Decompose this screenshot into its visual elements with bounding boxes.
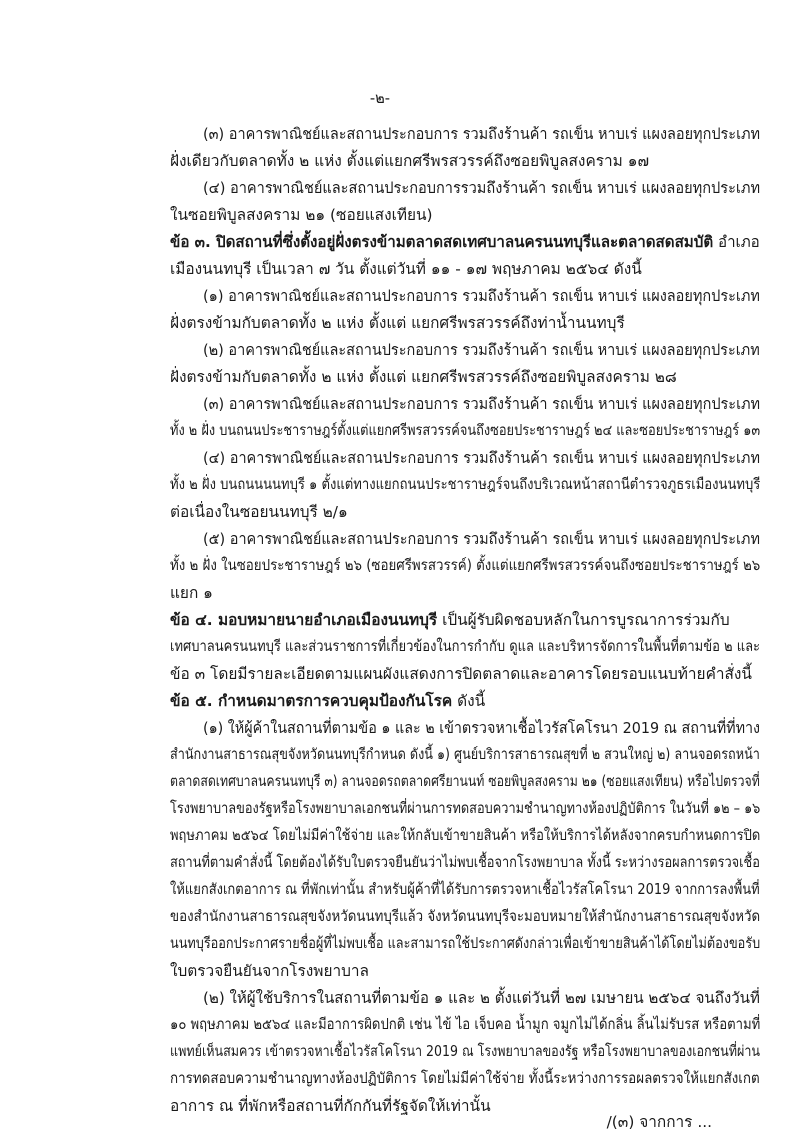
clause-5-para1-line: (๑) ให้ผู้ค้าในสถานที่ตามข้อ ๑ และ ๒ เข้าตรวจหาเชื้อไวรัสโคโรนา 2019 ณ สถานที่ที่ทาง [203, 719, 761, 737]
clause-5-para1-line: ให้แยกสังเกตอาการ ณ ที่พักเท่านั้น สำหรับผู้ค้าที่ได้รับการตรวจหาเชื้อไวรัสโคโรนา 2019 จากการลงพื้นที่ [170, 881, 760, 898]
clause-3-item-1-line2: ฝั่งตรงข้ามกับตลาดทั้ง ๒ แห่ง ตั้งแต่ แยกศรีพรสวรรค์ถึงท่าน้ำนนทบุรี [170, 314, 625, 332]
clause-3-line1-rest: อำเภอ [713, 233, 760, 251]
clause-5-para1-line: โรงพยาบาลของรัฐหรือโรงพยาบาลเอกชนที่ผ่านการทดสอบความชำนาญทางห้องปฏิบัติการ ในวันที่ ๑๒ – ๑๖ [170, 800, 761, 817]
clause-5-para1-line: สำนักงานสาธารณสุขจังหวัดนนทบุรีกำหนด ดังนี้ ๑) ศูนย์บริการสาธารณสุขที่ ๒ สวนใหญ่ ๒) ลานจอดรถหน้า [170, 746, 760, 763]
clause-5-para1-line: ใบตรวจยืนยันจากโรงพยาบาล [170, 962, 369, 980]
clause-5-para1-line: ตลาดสดเทศบาลนครนนทบุรี ๓) ลานจอดรถตลาดศรียานนท์ ซอยพิบูลสงคราม ๒๑ (ซอยแสงเทียน) หรือไปตรวจที่ [170, 773, 760, 790]
clause-5-line1 [170, 691, 485, 711]
clause-3-line2: เมืองนนทบุรี เป็นเวลา ๗ วัน ตั้งแต่วันที่ ๑๑ - ๑๗ พฤษภาคม ๒๕๖๔ ดังนี้ [170, 260, 642, 278]
clause-5-para2-line: (๒) ให้ผู้ใช้บริการในสถานที่ตามข้อ ๑ และ ๒ ตั้งแต่วันที่ ๒๗ เมษายน ๒๕๖๔ จนถึงวันที่ [203, 989, 760, 1007]
item-prev-3-line1: (๓) อาคารพาณิชย์และสถานประกอบการ รวมถึงร้านค้า รถเข็น หาบเร่ แผงลอยทุกประเภท [203, 125, 761, 143]
item-prev-4-line1: (๔) อาคารพาณิชย์และสถานประกอบการรวมถึงร้านค้า รถเข็น หาบเร่ แผงลอยทุกประเภท [203, 179, 761, 197]
item-prev-3-line2: ฝั่งเดียวกับตลาดทั้ง ๒ แห่ง ตั้งแต่แยกศรีพรสวรรค์ถึงซอยพิบูลสงคราม ๑๗ [170, 152, 650, 170]
clause-3-item-5-line3: แยก ๑ [170, 584, 213, 602]
clause-5-para2-line: ๑๐ พฤษภาคม ๒๕๖๔ และมีอาการผิดปกติ เช่น ไข้ ไอ เจ็บคอ น้ำมูก จมูกไม่ได้กลิ่น ลิ้นไม่รับรส หรือตามที่ [170, 1016, 761, 1033]
clause-3-item-2-line1: (๒) อาคารพาณิชย์และสถานประกอบการ รวมถึงร้านค้า รถเข็น หาบเร่ แผงลอยทุกประเภท [203, 341, 760, 359]
clause-5-para1-line: สถานที่ตามคำสั่งนี้ โดยต้องได้รับใบตรวจยืนยันว่าไม่พบเชื้อจากโรงพยาบาล ทั้งนี้ ระหว่างรอผลการตรวจเชื้อ [170, 854, 760, 871]
clause-4-heading: ข้อ ๔. มอบหมายนายอำเภอเมืองนนทบุรี [170, 611, 438, 629]
clause-3-item-4-line1: (๔) อาคารพาณิชย์และสถานประกอบการ รวมถึงร้านค้า รถเข็น หาบเร่ แผงลอยทุกประเภท [203, 449, 760, 467]
clause-5-heading: ข้อ ๕. กำหนดมาตรการควบคุมป้องกันโรค [170, 692, 453, 710]
clause-3-line1 [170, 232, 760, 252]
clause-3-item-5-line2: ทั้ง ๒ ฝั่ง ในซอยประชาราษฎร์ ๒๖ (ซอยศรีพรสวรรค์) ตั้งแต่แยกศรีพรสวรรค์จนถึงซอยประชาราษฎร์ ๒๖ [170, 557, 761, 574]
clause-5-para1-line: ของสำนักงานสาธารณสุขจังหวัดนนทบุรีแล้ว จังหวัดนนทบุรีจะมอบหมายให้สำนักงานสาธารณสุขจังหวัด [170, 908, 761, 925]
page-continuation: /(๓) จากการ ... [606, 1113, 712, 1131]
clause-3-item-3-line2: ทั้ง ๒ ฝั่ง บนถนนประชาราษฎร์ตั้งแต่แยกศรีพรสวรรค์จนถึงซอยประชาราษฎร์ ๒๔ และซอยประชาราษฎร์ ๑๓ [170, 422, 761, 439]
item-prev-4-line2: ในซอยพิบูลสงคราม ๒๑ (ซอยแสงเทียน) [170, 206, 433, 224]
clause-3-heading: ข้อ ๓. ปิดสถานที่ซึ่งตั้งอยู่ฝั่งตรงข้ามตลาดสดเทศบาลนครนนทบุรีและตลาดสดสมบัติ [170, 233, 714, 251]
page-number: -๒- [369, 89, 391, 107]
clause-5-line1-rest: ดังนี้ [452, 692, 486, 710]
clause-5-para2-line: แพทย์เห็นสมควร เข้าตรวจหาเชื้อไวรัสโคโรนา 2019 ณ โรงพยาบาลของรัฐ หรือโรงพยาบาลของเอกชนที่ผ่าน [170, 1043, 760, 1060]
clause-4-line1 [170, 610, 730, 630]
clause-3-item-4-line3: ต่อเนื่องในซอยนนทบุรี ๒/๑ [170, 503, 348, 521]
clause-4-line3: ข้อ ๓ โดยมีรายละเอียดตามแผนผังแสดงการปิดตลาดและอาคารโดยรอบแนบท้ายคำสั่งนี้ [170, 665, 752, 683]
clause-3-item-1-line1: (๑) อาคารพาณิชย์และสถานประกอบการ รวมถึงร้านค้า รถเข็น หาบเร่ แผงลอยทุกประเภท [203, 287, 760, 305]
clause-4-line1-rest: เป็นผู้รับผิดชอบหลักในการบูรณาการร่วมกับ [437, 611, 730, 629]
clause-5-para1-line: พฤษภาคม ๒๕๖๔ โดยไม่มีค่าใช้จ่าย และให้กลับเข้าขายสินค้า หรือให้บริการได้หลังจากครบกำหนดการปิด [170, 827, 761, 844]
clause-3-item-5-line1: (๕) อาคารพาณิชย์และสถานประกอบการ รวมถึงร้านค้า รถเข็น หาบเร่ แผงลอยทุกประเภท [203, 530, 760, 548]
clause-3-item-4-line2: ทั้ง ๒ ฝั่ง บนถนนนนทบุรี ๑ ตั้งแต่ทางแยกถนนประชาราษฎร์จนถึงบริเวณหน้าสถานีตำรวจภูธรเมืองนนทบุรี [170, 476, 761, 493]
clause-5-para1-line: นนทบุรีออกประกาศรายชื่อผู้ที่ไม่พบเชื้อ และสามารถใช้ประกาศดังกล่าวเพื่อเข้าขายสินค้าได้โดยไม่ต้องขอรับ [170, 935, 761, 952]
clause-3-item-2-line2: ฝั่งตรงข้ามกับตลาดทั้ง ๒ แห่ง ตั้งแต่ แยกศรีพรสวรรค์ถึงซอยพิบูลสงคราม ๒๘ [170, 368, 677, 386]
clause-5-para2-line: การทดสอบความชำนาญทางห้องปฏิบัติการ โดยไม่มีค่าใช้จ่าย ทั้งนี้ระหว่างการรอผลตรวจให้แยกสังเกต [170, 1070, 760, 1087]
clause-4-line2: เทศบาลนครนนทบุรี และส่วนราชการที่เกี่ยวข้องในการกำกับ ดูแล และบริหารจัดการในพื้นที่ตามข้อ ๒ และ [170, 638, 761, 655]
clause-3-item-3-line1: (๓) อาคารพาณิชย์และสถานประกอบการ รวมถึงร้านค้า รถเข็น หาบเร่ แผงลอยทุกประเภท [203, 395, 761, 413]
clause-5-para2-line: อาการ ณ ที่พักหรือสถานที่กักกันที่รัฐจัดให้เท่านั้น [170, 1097, 491, 1115]
